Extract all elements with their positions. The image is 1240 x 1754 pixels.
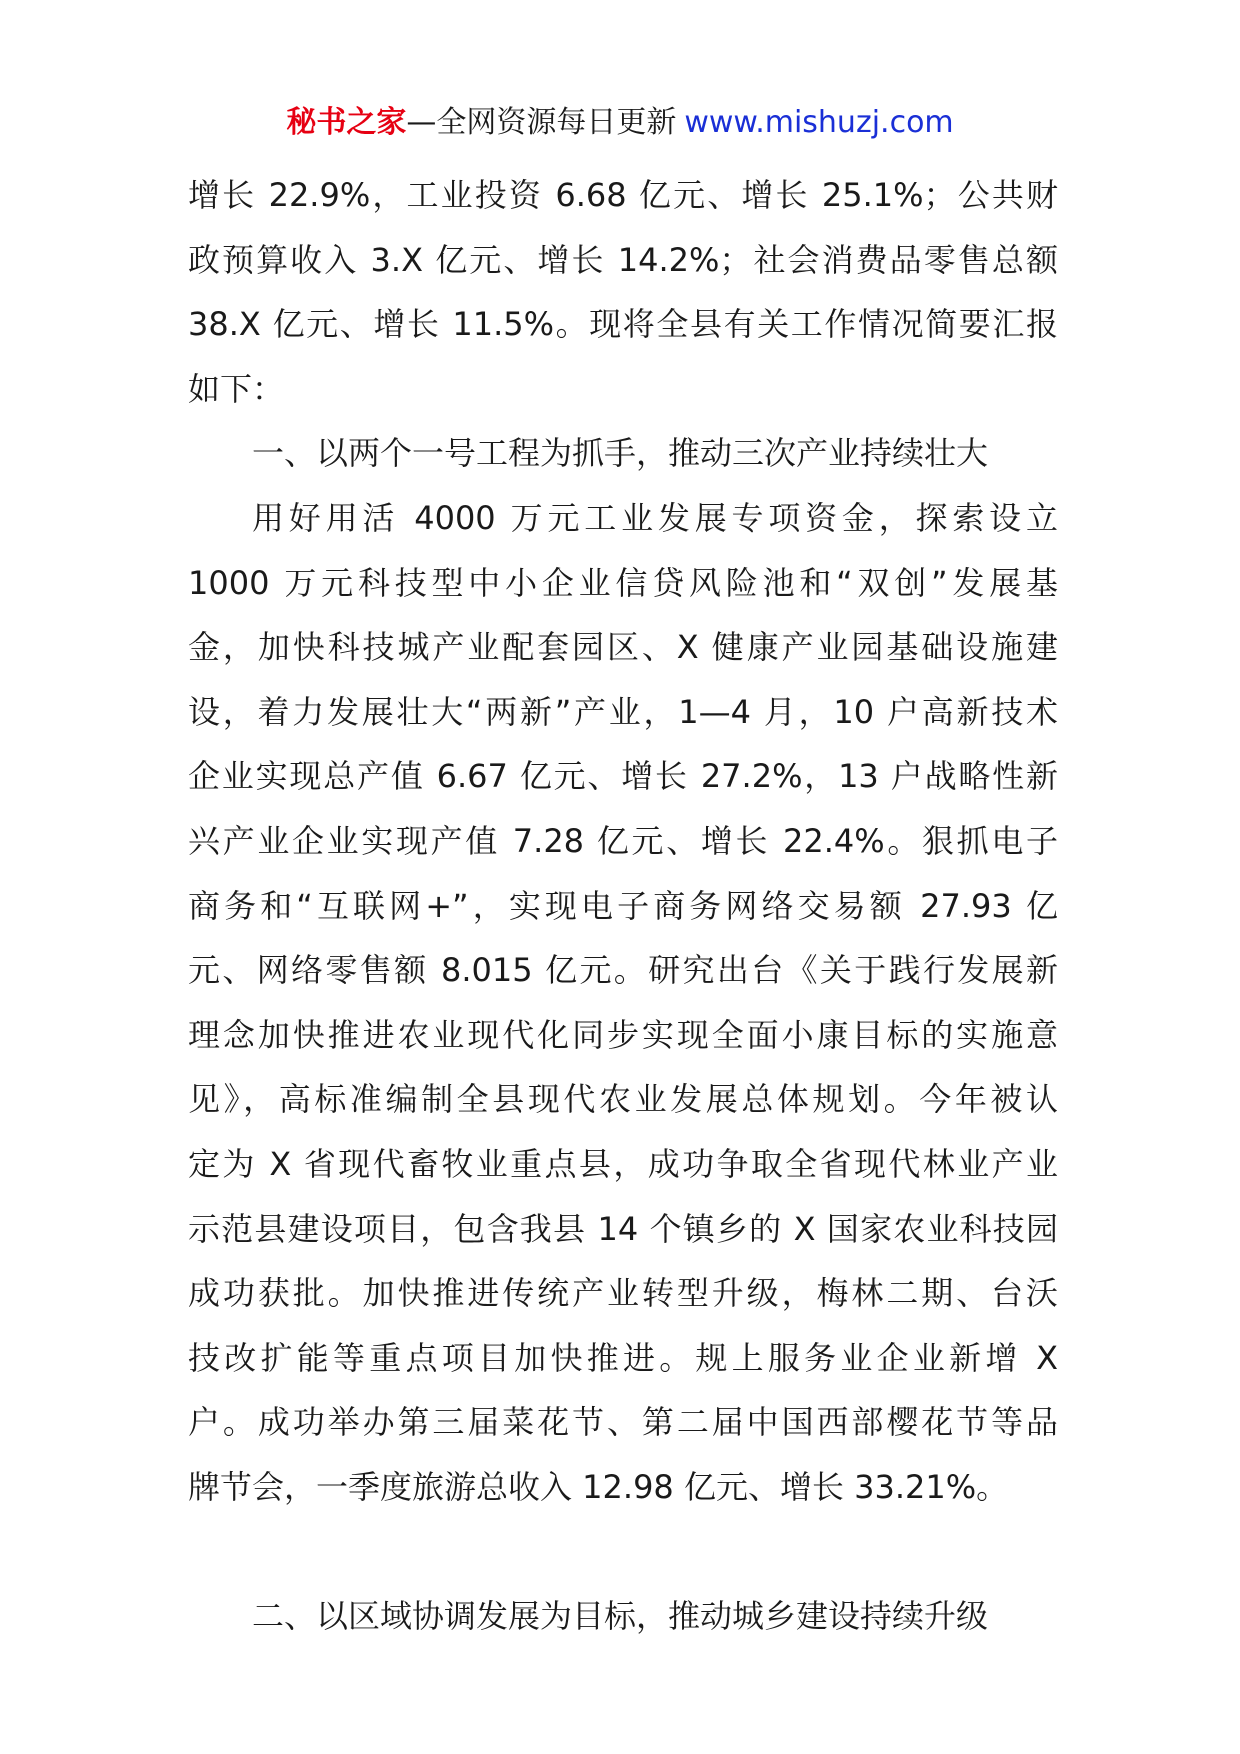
paragraph-line: 见》，高标准编制全县现代农业发展总体规划。今年被认 xyxy=(188,1080,1058,1119)
paragraph-line: 政预算收入 3.X 亿元、增长 14.2%；社会消费品零售总额 xyxy=(188,240,1058,279)
paragraph-line: 定为 X 省现代畜牧业重点县，成功争取全省现代林业产业 xyxy=(188,1144,1058,1183)
paragraph-line: 牌节会，一季度旅游总收入 12.98 亿元、增长 33.21%。 xyxy=(188,1467,1009,1506)
paragraph-line: 38.X 亿元、增长 11.5%。现将全县有关工作情况简要汇报 xyxy=(188,305,1058,344)
paragraph-line: 户。成功举办第三届菜花节、第二届中国西部樱花节等品 xyxy=(188,1403,1058,1442)
paragraph-line: 1000 万元科技型中小企业信贷风险池和“双创”发展基 xyxy=(188,563,1058,602)
paragraph-line: 元、网络零售额 8.015 亿元。研究出台《关于践行发展新 xyxy=(188,951,1058,990)
paragraph-line: 理念加快推进农业现代化同步实现全面小康目标的实施意 xyxy=(188,1015,1058,1054)
header-tagline: —全网资源每日更新 xyxy=(406,105,677,140)
site-header xyxy=(0,100,1240,146)
paragraph-line: 商务和“互联网+”，实现电子商务网络交易额 27.93 亿 xyxy=(188,886,1058,925)
section-heading: 一、以两个一号工程为抓手，推动三次产业持续壮大 xyxy=(252,434,989,473)
brand-name: 秘书之家 xyxy=(286,105,407,140)
site-url-link[interactable]: www.mishuzj.com xyxy=(684,105,954,140)
paragraph-line: 金，加快科技城产业配套园区、X 健康产业园基础设施建 xyxy=(188,628,1058,667)
paragraph-line xyxy=(188,1519,1058,1584)
paragraph-line: 示范县建设项目，包含我县 14 个镇乡的 X 国家农业科技园 xyxy=(188,1209,1058,1248)
paragraph-line: 成功获批。加快推进传统产业转型升级，梅林二期、台沃 xyxy=(188,1274,1058,1313)
paragraph-line: 增长 22.9%，工业投资 6.68 亿元、增长 25.1%；公共财 xyxy=(188,176,1058,214)
section-heading: 二、以区域协调发展为目标，推动城乡建设持续升级 xyxy=(252,1597,989,1636)
paragraph-line: 设，着力发展壮大“两新”产业，1—4 月，10 户高新技术 xyxy=(188,692,1058,731)
paragraph-line: 用好用活 4000 万元工业发展专项资金，探索设立 xyxy=(252,498,1058,537)
paragraph-line: 技改扩能等重点项目加快推进。规上服务业企业新增 X xyxy=(188,1338,1058,1377)
paragraph-line: 企业实现总产值 6.67 亿元、增长 27.2%，13 户战略性新 xyxy=(188,757,1058,796)
paragraph-line: 如下： xyxy=(188,369,285,408)
document-body xyxy=(188,163,1058,1649)
paragraph-line: 兴产业企业实现产值 7.28 亿元、增长 22.4%。狠抓电子 xyxy=(188,821,1058,860)
